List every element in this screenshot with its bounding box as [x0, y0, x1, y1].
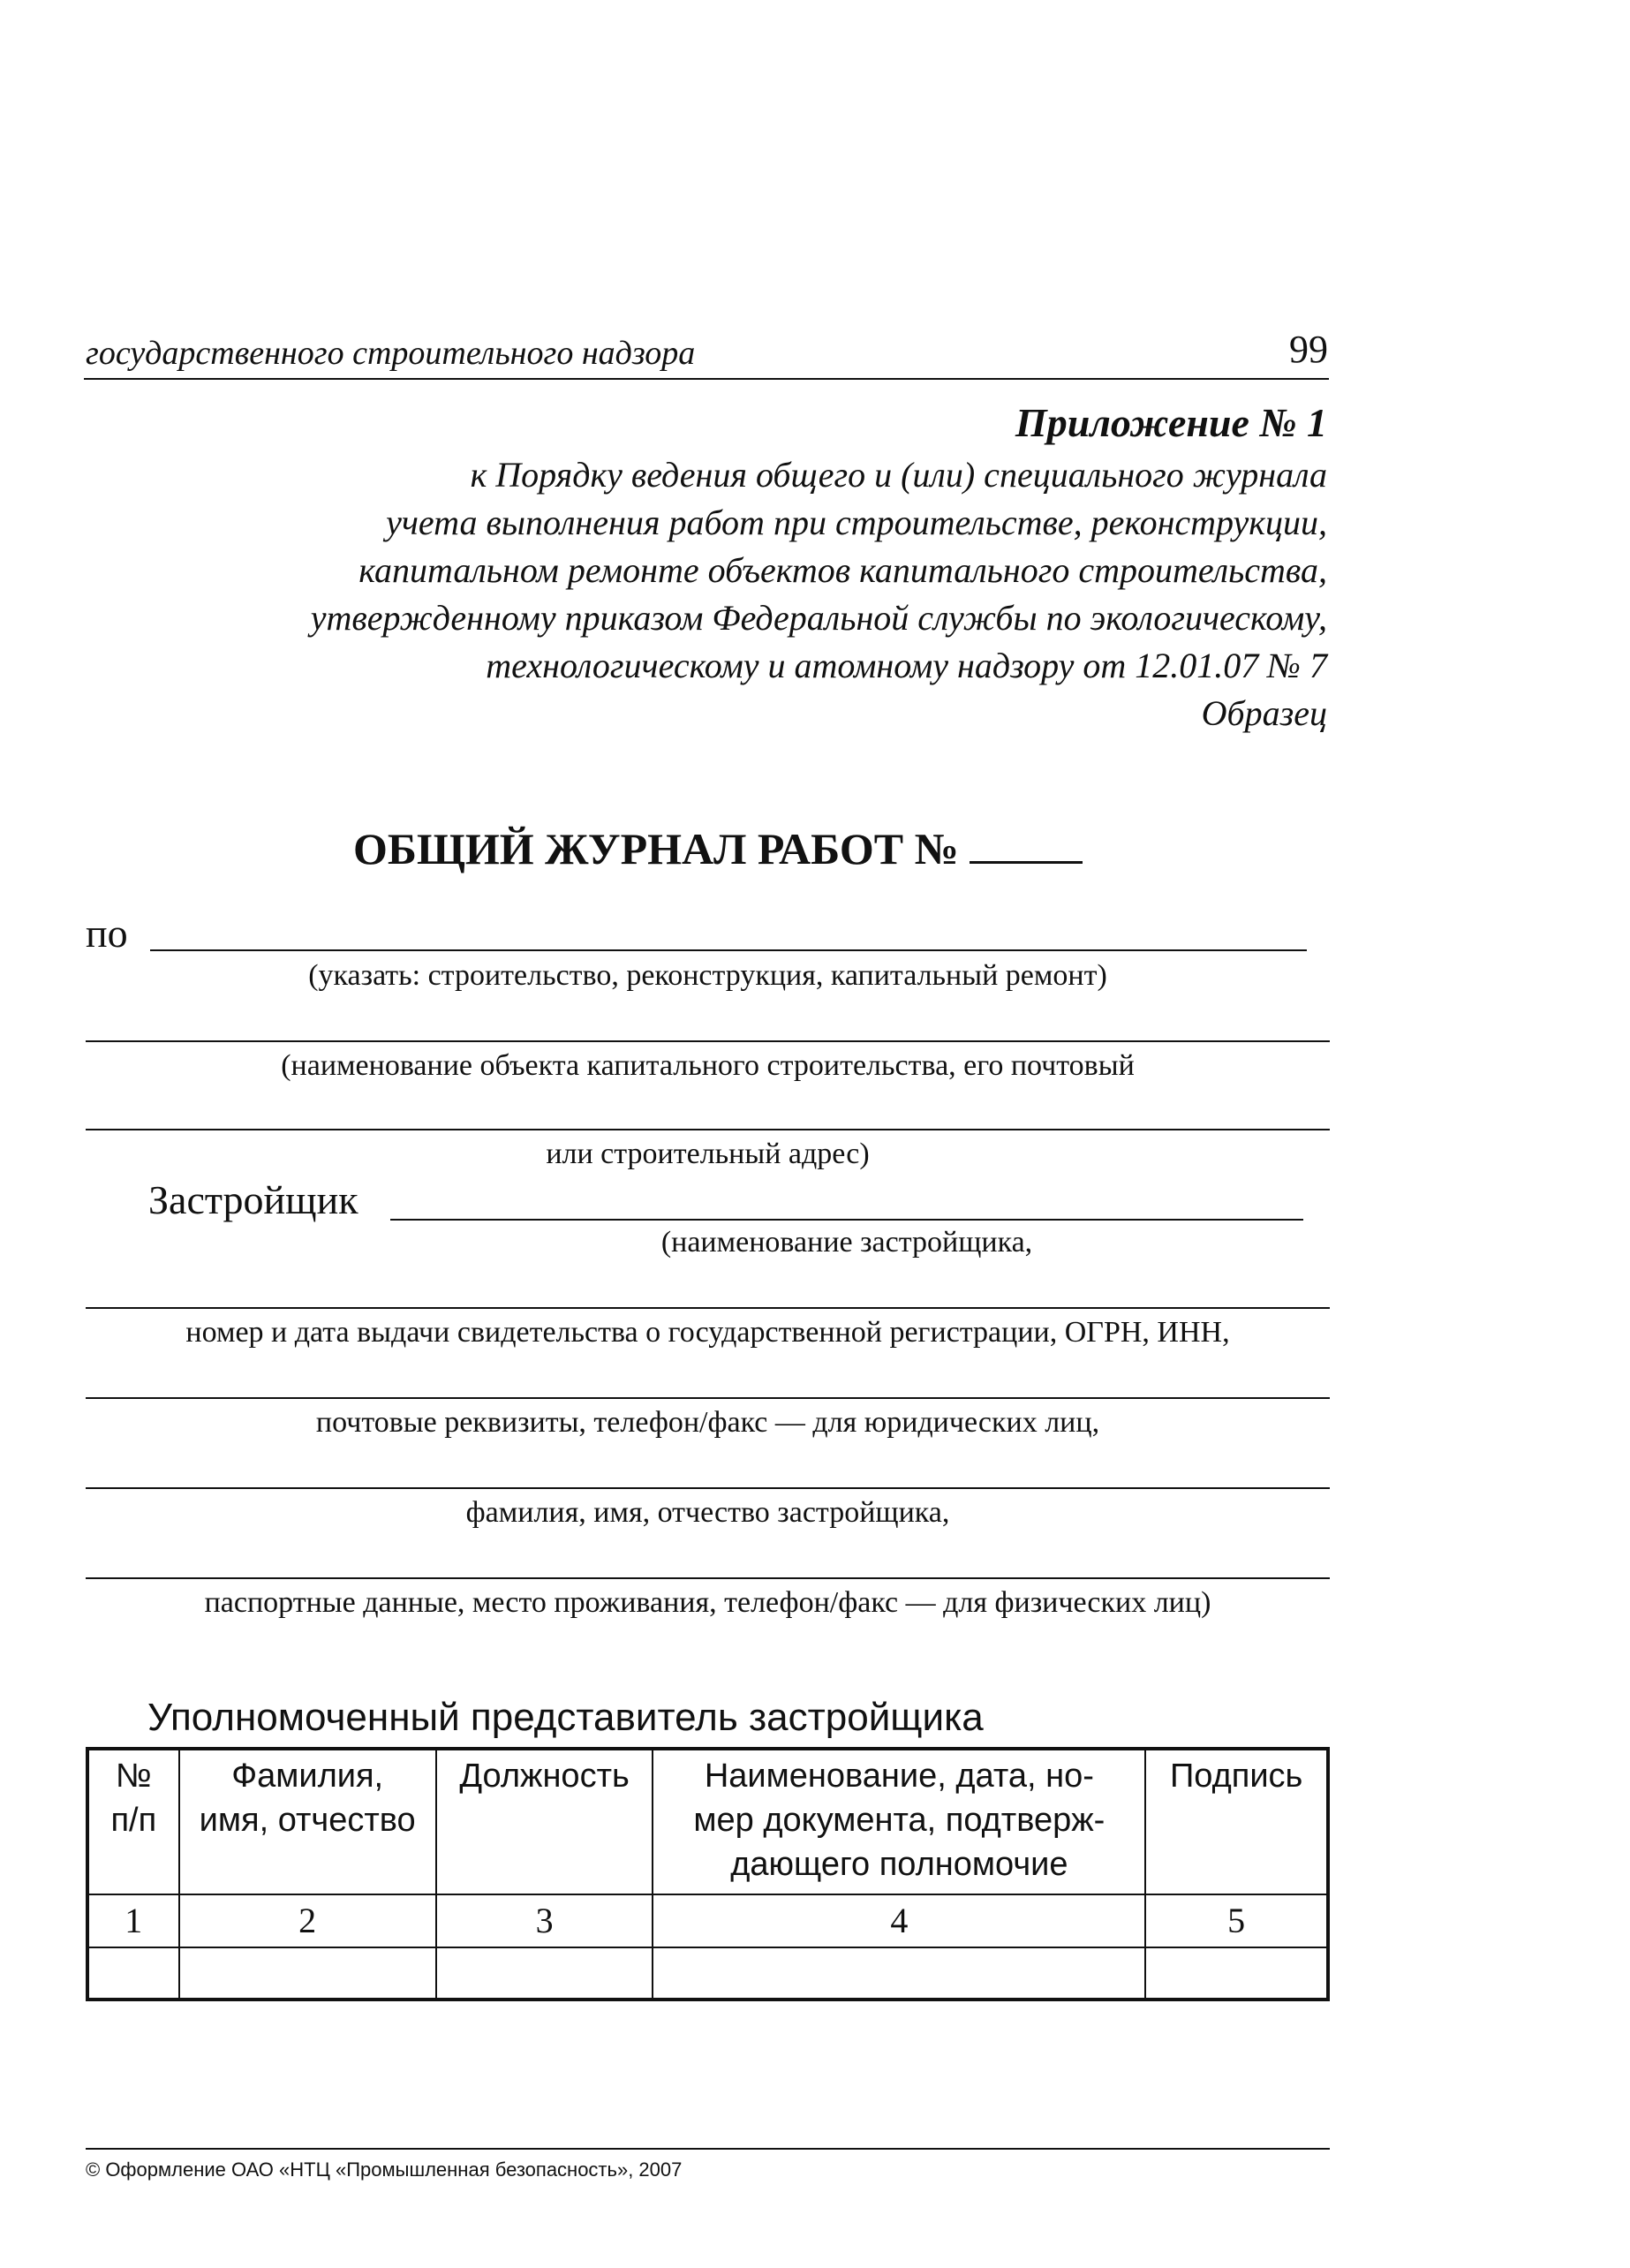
appendix-line: учета выполнения работ при строительстве, реконструкции, — [386, 503, 1327, 542]
empty-cell — [1145, 1947, 1328, 2000]
column-number: 1 — [87, 1894, 179, 1947]
developer-line — [86, 1397, 1330, 1399]
journal-title-text: ОБЩИЙ ЖУРНАЛ РАБОТ № — [353, 824, 959, 873]
developer-caption: номер и дата выдачи свидетельства о государственной регистрации, ОГРН, ИНН, — [185, 1316, 1230, 1349]
appendix-line: к Порядку ведения общего и (или) специального журнала — [470, 455, 1327, 495]
column-number: 5 — [1145, 1894, 1328, 1947]
column-numbers-row — [87, 1894, 1328, 1947]
column-header-position — [436, 1749, 653, 1894]
column-header-name — [179, 1749, 436, 1894]
appendix-line: капитальном ремонте объектов капитального строительства, — [358, 550, 1327, 590]
header-text: Наименование, дата, но- — [704, 1758, 1094, 1795]
header-rule — [84, 378, 1329, 380]
appendix-title: Приложение № 1 — [1015, 400, 1327, 445]
empty-cell — [87, 1947, 179, 2000]
header-text: имя, отчество — [199, 1802, 416, 1839]
column-header-document — [653, 1749, 1145, 1894]
header-text: дающего полномочие — [730, 1846, 1068, 1883]
developer-caption: (наименование застройщика, — [660, 1226, 1033, 1259]
header-text: Фамилия, — [231, 1758, 384, 1795]
appendix-line: технологическому и атомному надзору от 12.01.07 № 7 — [486, 646, 1327, 685]
developer-caption: фамилия, имя, отчество застройщика, — [465, 1496, 950, 1529]
table-header-row — [87, 1749, 1328, 1894]
work-type-line — [150, 949, 1307, 951]
header-text: п/п — [110, 1802, 157, 1839]
representative-table — [86, 1747, 1330, 2001]
empty-table-row — [87, 1947, 1328, 2000]
page-number: 99 — [1289, 328, 1328, 371]
column-number: 3 — [436, 1894, 653, 1947]
object-address-line — [86, 1129, 1330, 1130]
column-number: 4 — [653, 1894, 1145, 1947]
developer-line — [86, 1307, 1330, 1309]
developer-caption: почтовые реквизиты, телефон/факс — для юридических лиц, — [315, 1406, 1100, 1439]
po-label: по — [86, 911, 128, 956]
column-header-signature — [1145, 1749, 1328, 1894]
column-header-number — [87, 1749, 179, 1894]
object-address-caption: или строительный адрес) — [546, 1138, 870, 1170]
footer-rule — [86, 2148, 1330, 2150]
empty-cell — [436, 1947, 653, 2000]
object-name-caption: (наименование объекта капитального строительства, его почтовый — [281, 1049, 1135, 1082]
developer-line — [86, 1487, 1330, 1489]
copyright-note: © Оформление ОАО «НТЦ «Промышленная безопасность», 2007 — [86, 2158, 683, 2181]
developer-caption: паспортные данные, место проживания, телефон/факс — для физических лиц) — [204, 1586, 1211, 1619]
column-number: 2 — [179, 1894, 436, 1947]
object-name-line — [86, 1040, 1330, 1042]
empty-cell — [653, 1947, 1145, 2000]
header-text: мер документа, подтверж- — [693, 1802, 1106, 1839]
developer-line — [390, 1219, 1303, 1221]
header-text: Подпись — [1169, 1758, 1303, 1795]
journal-number-blank — [970, 861, 1083, 864]
developer-label: Застройщик — [148, 1177, 358, 1222]
appendix-line: утвержденному приказом Федеральной службы по экологическому, — [310, 598, 1327, 638]
representative-heading: Уполномоченный представитель застройщика — [147, 1696, 984, 1739]
empty-cell — [179, 1947, 436, 2000]
developer-line — [86, 1577, 1330, 1579]
header-text: Должность — [459, 1758, 630, 1795]
header-text: № — [115, 1758, 152, 1795]
work-type-caption: (указать: строительство, реконструкция, капитальный ремонт) — [308, 959, 1107, 992]
sample-label: Образец — [1201, 693, 1327, 733]
running-header: государственного строительного надзора — [86, 335, 696, 372]
journal-title — [353, 823, 1083, 874]
